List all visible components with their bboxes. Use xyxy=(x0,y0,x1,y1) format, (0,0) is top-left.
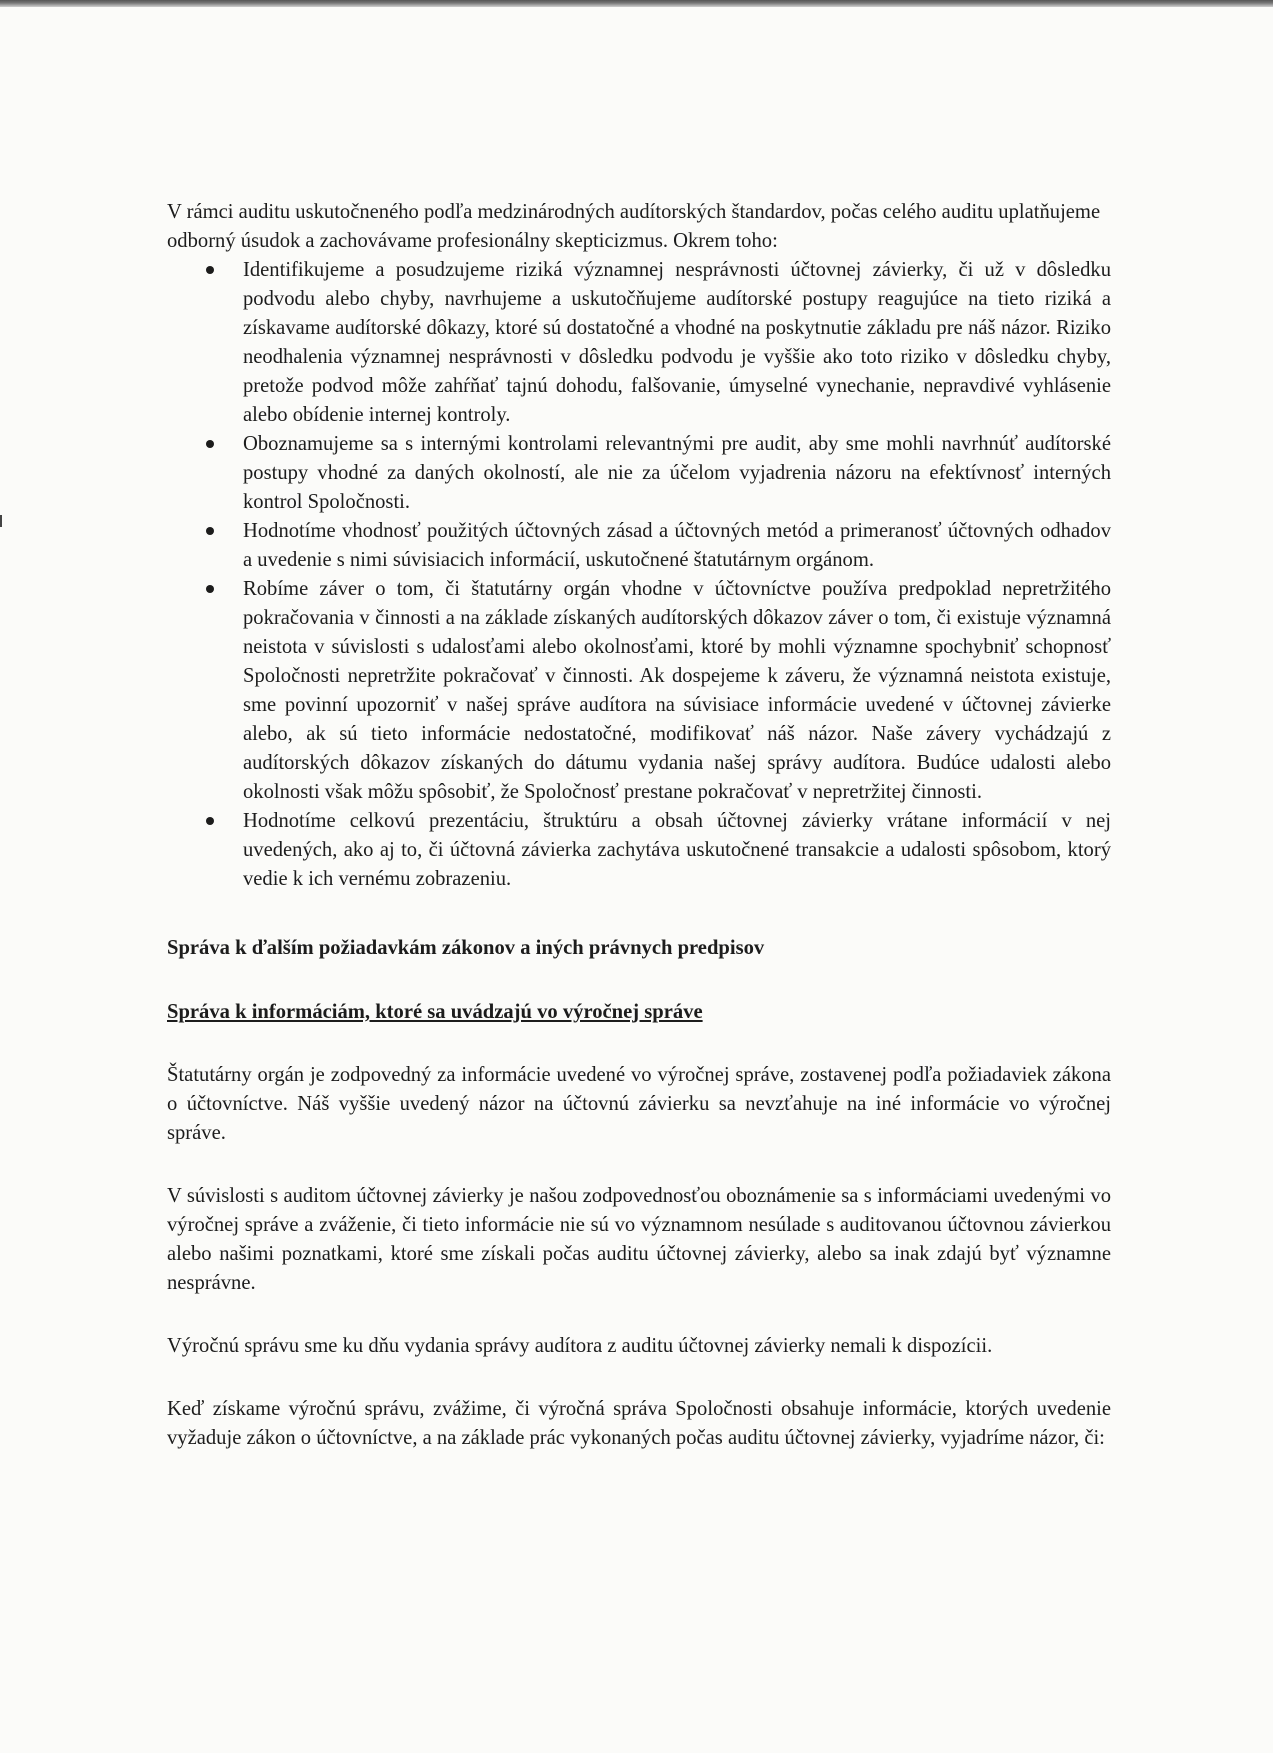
list-item-text: Identifikujeme a posudzujeme riziká významnej nesprávnosti účtovnej závierky, či už v dôsledku podvodu alebo chyby, navrhujeme a uskutočňujeme audítorské postupy reagujúce na tieto riziká a získavame audítorské dôkazy, ktoré sú dostatočné a vhodné na poskytnutie základu pre náš názor. Riziko neodhalenia významnej nesprávnosti v dôsledku podvodu je vyššie ako toto riziko v dôsledku chyby, pretože podvod môže zahŕňať tajnú dohodu, falšovanie, úmyselné vynechanie, nepravdivé vyhlásenie alebo obídenie internej kontroly. xyxy=(243,259,1111,426)
list-item xyxy=(167,256,1111,430)
document-page xyxy=(167,198,1111,1453)
list-item-text: Hodnotíme vhodnosť použitých účtovných zásad a účtovných metód a primeranosť účtovných odhadov a uvedenie s nimi súvisiacich informácií, uskutočnené štatutárnym orgánom. xyxy=(243,520,1111,571)
audit-procedures-list xyxy=(167,256,1111,894)
paragraph: Štatutárny orgán je zodpovedný za informácie uvedené vo výročnej správe, zostavenej podľa požiadaviek zákona o účtovníctve. Náš vyššie uvedený názor na účtovnú závierku sa nevzťahuje na iné informácie vo výročnej správe. xyxy=(167,1064,1111,1144)
paragraph: Keď získame výročnú správu, zvážime, či výročná správa Spoločnosti obsahuje informácie, ktorých uvedenie vyžaduje zákon o účtovníctve, a na základe prác vykonaných počas auditu účtovnej závierky, vyjadríme názor, či: xyxy=(167,1398,1111,1449)
bullet-icon xyxy=(206,527,214,535)
scan-margin-mark xyxy=(0,515,2,527)
list-item xyxy=(167,517,1111,575)
subsection-heading: Správa k informáciám, ktoré sa uvádzajú vo výročnej správe xyxy=(167,1001,703,1023)
list-item-text: Oboznamujeme sa s internými kontrolami relevantnými pre audit, aby sme mohli navrhnúť audítorské postupy vhodné za daných okolností, ale nie za účelom vyjadrenia názoru na efektívnosť interných kontrol Spoločnosti. xyxy=(243,433,1111,513)
scan-top-edge xyxy=(0,0,1273,7)
bullet-icon xyxy=(206,817,214,825)
intro-paragraph: V rámci auditu uskutočneného podľa medzinárodných audítorských štandardov, počas celého auditu uplatňujeme odborný úsudok a zachovávame profesionálny skepticizmus. Okrem toho: xyxy=(167,201,1101,252)
bullet-icon xyxy=(206,440,214,448)
paragraph: Výročnú správu sme ku dňu vydania správy audítora z auditu účtovnej závierky nemali k dispozícii. xyxy=(167,1335,993,1357)
list-item xyxy=(167,430,1111,517)
list-item xyxy=(167,807,1111,894)
bullet-icon xyxy=(206,585,214,593)
list-item-text: Hodnotíme celkovú prezentáciu, štruktúru a obsah účtovnej závierky vrátane informácií v nej uvedených, ako aj to, či účtovná závierka zachytáva uskutočnené transakcie a udalosti spôsobom, ktorý vedie k ich vernému zobrazeniu. xyxy=(243,810,1111,890)
bullet-icon xyxy=(206,266,214,274)
paragraph: V súvislosti s auditom účtovnej závierky je našou zodpovednosťou oboznámenie sa s informáciami uvedenými vo výročnej správe a zváženie, či tieto informácie nie sú vo významnom nesúlade s auditovanou účtovnou závierkou alebo našimi poznatkami, ktoré sme získali počas auditu účtovnej závierky, alebo sa inak zdajú byť významne nesprávne. xyxy=(167,1185,1111,1294)
list-item xyxy=(167,575,1111,807)
section-heading: Správa k ďalším požiadavkám zákonov a iných právnych predpisov xyxy=(167,937,765,959)
list-item-text: Robíme záver o tom, či štatutárny orgán vhodne v účtovníctve používa predpoklad nepretržitého pokračovania v činnosti a na základe získaných audítorských dôkazov záver o tom, či existuje významná neistota v súvislosti s udalosťami alebo okolnosťami, ktoré by mohli významne spochybniť schopnosť Spoločnosti nepretržite pokračovať v činnosti. Ak dospejeme k záveru, že významná neistota existuje, sme povinní upozorniť v našej správe audítora na súvisiace informácie uvedené v účtovnej závierke alebo, ak sú tieto informácie nedostatočné, modifikovať náš názor. Naše závery vychádzajú z audítorských dôkazov získaných do dátumu vydania našej správy audítora. Budúce udalosti alebo okolnosti však môžu spôsobiť, že Spoločnosť prestane pokračovať v nepretržitej činnosti. xyxy=(243,578,1111,803)
